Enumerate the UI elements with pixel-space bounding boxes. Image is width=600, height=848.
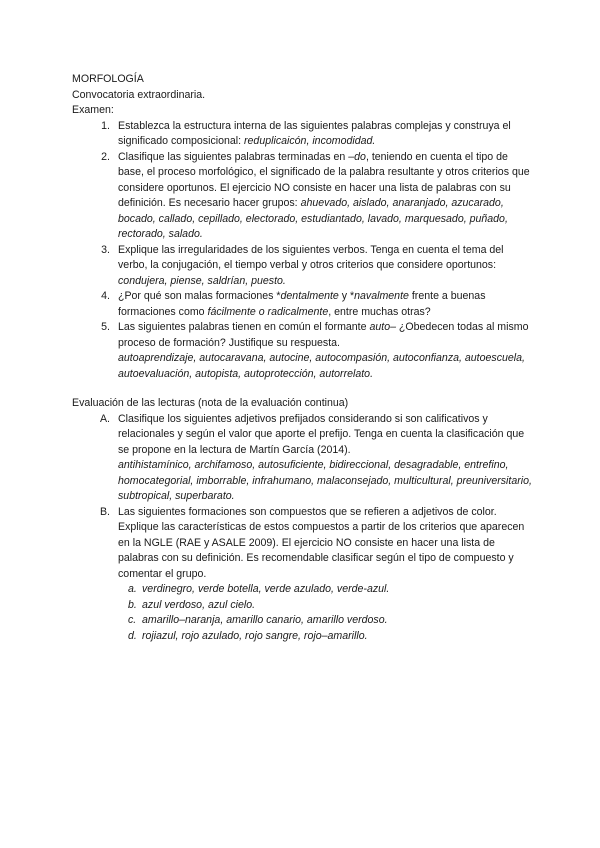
document-page [72,72,532,644]
evaluation-question [72,505,532,583]
word-list-text: condujera, piense, saldrían, puesto. [118,274,286,287]
item-number: 5. [101,321,110,333]
item-letter: a. [128,583,137,595]
word-list-text: ahuevado, aislado, anaranjado, azucarado, bocado, callado, cepillado, electorado, estudiantado, lavado, marquesado, puñado, rectorado, salado. [118,197,508,240]
evaluation-heading: Evaluación de las lecturas (nota de la evaluación continua) [72,397,349,409]
item-text: Establezca la estructura interna de las siguientes palabras complejas y construya el significado composicional: [118,119,511,147]
word-list-text: rojiazul, rojo azulado, rojo sangre, rojo–amarillo. [142,629,368,642]
word-list-text: navalmente [354,290,409,302]
evaluation-question [72,412,532,505]
item-number: 1. [101,119,110,132]
document-title: MORFOLOGÍA [72,73,144,85]
word-list-text: amarillo–naranja, amarillo canario, amarillo verdoso. [142,614,388,626]
item-text: , teniendo en cuenta el tipo de base, el proceso morfológico, el significado de la palabra resultante y otros criterios que considere oportunos. El ejercicio NO consiste en hacer una lista de palabras con su definición. Es necesario hacer grupos: [118,150,530,209]
item-letter: c. [128,614,137,626]
color-compound-item [72,598,532,614]
item-number: 3. [101,243,110,256]
item-text: ¿Por qué son malas formaciones * [118,290,281,302]
item-text: ¿Obedecen todas al mismo proceso de formación? Justifique su respuesta. [118,321,529,349]
color-list [72,582,532,644]
word-list-text: antihistamínico, archifamoso, autosuficiente, bidireccional, desagradable, entrefino, homocategorial, imborrable, infrahumano, malaconsejado, multicultural, preuniversitario, subtropical, superbarato. [118,459,532,502]
item-text: y * [338,290,355,302]
exam-list [72,119,532,383]
color-compound-item [72,629,532,645]
item-text: Las siguientes formaciones son compuestos que se refieren a adjetivos de color. Explique las características de estos compuestos a partir de los criterios que aparecen en la NGLE (RAE y ASALE 2009). El ejercicio NO consiste en hacer una lista de palabras con su definición. Es recomendable clasificar según el tipo de compuesto y comentar el grupo. [118,505,525,580]
item-number: B. [99,505,110,518]
word-list-text: fácilmente o radicalmente [207,305,329,318]
item-number: 2. [101,150,110,163]
word-list-text: reduplicaicón, incomodidad. [244,135,376,147]
item-text: Las siguientes palabras tienen en común el formante [118,321,370,333]
item-letter: d. [128,629,137,642]
item-number: 4. [101,290,110,302]
item-text: Clasifique las siguientes palabras terminadas en [118,150,349,163]
word-list-text: dentalmente [280,290,339,302]
evaluation-list [72,412,532,583]
document-subtitle: Convocatoria extraordinaria. [72,88,206,101]
word-list-text: –do [348,150,366,163]
word-list-text: auto– [369,321,396,333]
item-text: , entre muchas otras? [328,305,431,318]
item-letter: b. [128,598,137,611]
color-compound-item [72,613,532,629]
exam-question [72,150,532,243]
exam-question [72,119,532,150]
exam-heading: Examen: [72,104,114,116]
item-text: Clasifique los siguientes adjetivos prefijados considerando si son calificativos y relacionales y según el valor que aporte el prefijo. Tenga en cuenta la clasificación que se propone en la lectura de Martín García (2014). [118,412,525,456]
exam-question [72,243,532,290]
item-text: frente a buenas formaciones como [118,290,486,318]
word-list-text: azul verdoso, azul cielo. [142,598,256,611]
exam-question [72,289,532,320]
word-list-text: autoaprendizaje, autocaravana, autocine, autocompasión, autoconfianza, autoescuela, autoevaluación, autopista, autoprotección, autorrelato. [118,352,525,380]
item-text: Explique las irregularidades de los siguientes verbos. Tenga en cuenta el tema del verbo, la conjugación, el tiempo verbal y otros criterios que considere oportunos: [118,243,504,271]
word-list-text: verdinegro, verde botella, verde azulado, verde-azul. [142,583,390,595]
exam-question [72,320,532,382]
color-compound-item [72,582,532,598]
item-number: A. [99,412,110,425]
